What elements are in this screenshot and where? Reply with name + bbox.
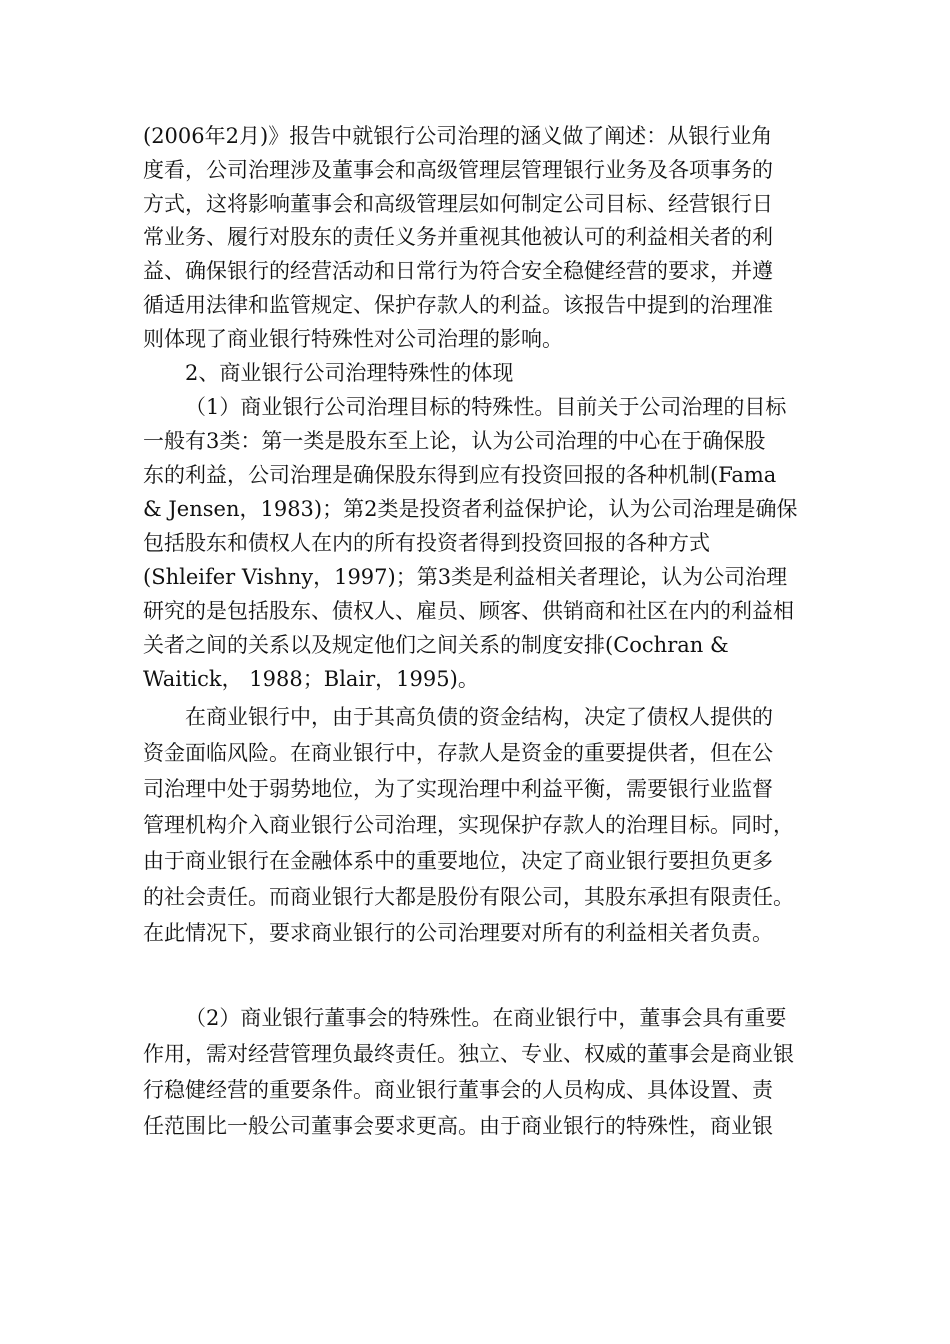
text-line: (2006年2月)》报告中就银行公司治理的涵义做了阐述：从银行业角 — [143, 124, 773, 148]
text-line: 行稳健经营的重要条件。商业银行董事会的人员构成、具体设置、责 — [143, 1078, 773, 1102]
text-line: 关者之间的关系以及规定他们之间关系的制度安排(Cochran & — [143, 633, 729, 657]
text-line: 循适用法律和监管规定、保护存款人的利益。该报告中提到的治理准 — [143, 293, 773, 317]
text-line: 度看，公司治理涉及董事会和高级管理层管理银行业务及各项事务的 — [143, 158, 773, 182]
text-line: 研究的是包括股东、债权人、雇员、顾客、供销商和社区在内的利益相 — [143, 599, 794, 623]
text-line: 益、确保银行的经营活动和日常行为符合安全稳健经营的要求，并遵 — [143, 259, 773, 283]
text-line: 在此情况下，要求商业银行的公司治理要对所有的利益相关者负责。 — [143, 921, 773, 945]
text-line: 方式，这将影响董事会和高级管理层如何制定公司目标、经营银行日 — [143, 192, 773, 216]
section-heading: 2、商业银行公司治理特殊性的体现 — [185, 361, 514, 385]
text-line: 包括股东和债权人在内的所有投资者得到投资回报的各种方式 — [143, 531, 710, 555]
text-line: 的社会责任。而商业银行大都是股份有限公司，其股东承担有限责任。 — [143, 885, 794, 909]
text-line: 由于商业银行在金融体系中的重要地位，决定了商业银行要担负更多 — [143, 849, 773, 873]
text-line: (Shleifer Vishny，1997)；第3类是利益相关者理论，认为公司治理 — [143, 565, 788, 589]
text-line: 则体现了商业银行特殊性对公司治理的影响。 — [143, 327, 563, 351]
text-line: 东的利益，公司治理是确保股东得到应有投资回报的各种机制(Fama — [143, 463, 777, 487]
text-line: 资金面临风险。在商业银行中，存款人是资金的重要提供者，但在公 — [143, 741, 773, 765]
text-line: Waitick， 1988；Blair，1995)。 — [143, 667, 479, 691]
text-line: 在商业银行中，由于其高负债的资金结构，决定了债权人提供的 — [185, 705, 773, 729]
text-line: 作用，需对经营管理负最终责任。独立、专业、权威的董事会是商业银 — [143, 1042, 794, 1066]
text-line: 一般有3类：第一类是股东至上论，认为公司治理的中心在于确保股 — [143, 429, 766, 453]
text-line: & Jensen，1983)；第2类是投资者利益保护论，认为公司治理是确保 — [143, 497, 798, 521]
text-line: 管理机构介入商业银行公司治理，实现保护存款人的治理目标。同时， — [143, 813, 794, 837]
text-line: 司治理中处于弱势地位，为了实现治理中利益平衡，需要银行业监督 — [143, 777, 773, 801]
text-line: （2）商业银行董事会的特殊性。在商业银行中，董事会具有重要 — [185, 1006, 787, 1030]
text-line: 任范围比一般公司董事会要求更高。由于商业银行的特殊性，商业银 — [143, 1114, 773, 1138]
text-line: 常业务、履行对股东的责任义务并重视其他被认可的利益相关者的利 — [143, 225, 773, 249]
text-line: （1）商业银行公司治理目标的特殊性。目前关于公司治理的目标 — [185, 395, 787, 419]
